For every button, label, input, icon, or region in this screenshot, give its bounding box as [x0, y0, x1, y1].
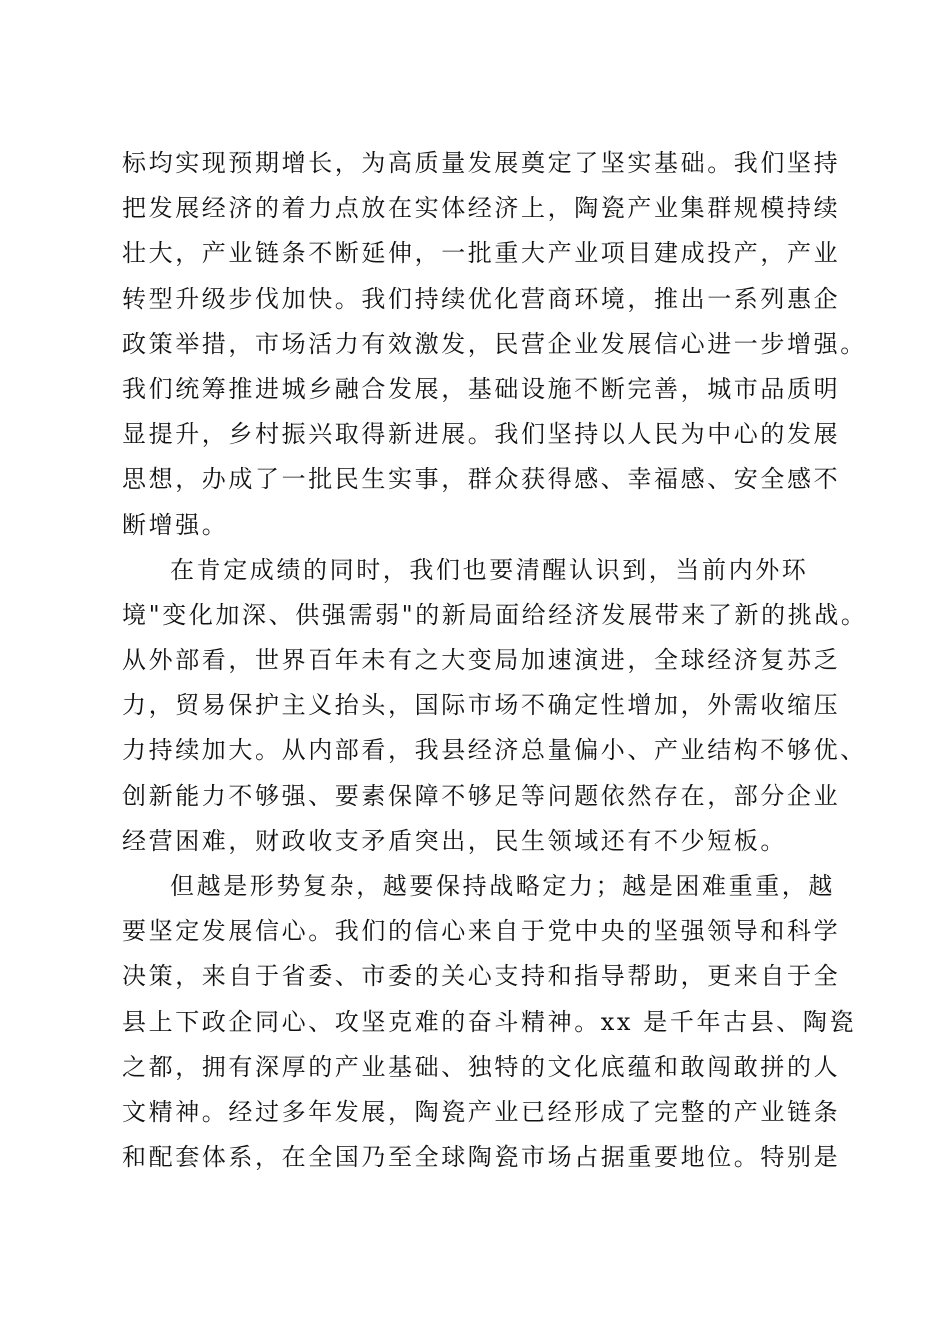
- paragraph-challenges: [122, 548, 868, 864]
- text-line: 和配套体系，在全国乃至全球陶瓷市场占据重要地位。特别是: [122, 1143, 841, 1172]
- text-line: 创新能力不够强、要素保障不够足等问题依然存在，部分企业: [122, 781, 841, 810]
- text-line: 从外部看，世界百年未有之大变局加速演进，全球经济复苏乏: [122, 646, 841, 675]
- paragraph-confidence: [122, 864, 857, 1180]
- text-line: 但越是形势复杂，越要保持战略定力；越是困难重重，越: [170, 872, 835, 900]
- text-line: 在肯定成绩的同时，我们也要清醒认识到，当前内外环: [170, 555, 809, 584]
- text-line: 文精神。经过多年发展，陶瓷产业已经形成了完整的产业链条: [122, 1097, 841, 1126]
- text-line: 转型升级步伐加快。我们持续优化营商环境，推出一系列惠企: [122, 284, 841, 313]
- text-line: 县上下政企同心、攻坚克难的奋斗精神。xx 是千年古县、陶瓷: [122, 1007, 857, 1036]
- text-line: 政策举措，市场活力有效激发，民营企业发展信心进一步增强。: [122, 329, 867, 358]
- text-line: 壮大，产业链条不断延伸，一批重大产业项目建成投产，产业: [122, 239, 841, 268]
- text-line: 我们统筹推进城乡融合发展，基础设施不断完善，城市品质明: [122, 374, 841, 403]
- text-line: 思想，办成了一批民生实事，群众获得感、幸福感、安全感不: [122, 465, 841, 494]
- text-line: 力持续加大。从内部看，我县经济总量偏小、产业结构不够优、: [122, 736, 867, 765]
- text-line: 断增强。: [122, 510, 229, 539]
- text-line: 显提升，乡村振兴取得新进展。我们坚持以人民为中心的发展: [122, 420, 841, 449]
- paragraph-achievements: [122, 141, 867, 548]
- text-line: 把发展经济的着力点放在实体经济上，陶瓷产业集群规模持续: [122, 194, 841, 223]
- text-line: 决策，来自于省委、市委的关心支持和指导帮助，更来自于全: [122, 962, 841, 991]
- text-line: 要坚定发展信心。我们的信心来自于党中央的坚强领导和科学: [122, 917, 841, 946]
- text-line: 经营困难，财政收支矛盾突出，民生领域还有不少短板。: [122, 826, 787, 855]
- text-line: 境"变化加深、供强需弱"的新局面给经济发展带来了新的挑战。: [122, 600, 868, 629]
- text-line: 力，贸易保护主义抬头，国际市场不确定性增加，外需收缩压: [122, 691, 841, 720]
- document-body: [122, 141, 868, 1180]
- text-line: 之都，拥有深厚的产业基础、独特的文化底蕴和敢闯敢拼的人: [122, 1052, 841, 1081]
- text-line: 标均实现预期增长，为高质量发展奠定了坚实基础。我们坚持: [122, 149, 841, 177]
